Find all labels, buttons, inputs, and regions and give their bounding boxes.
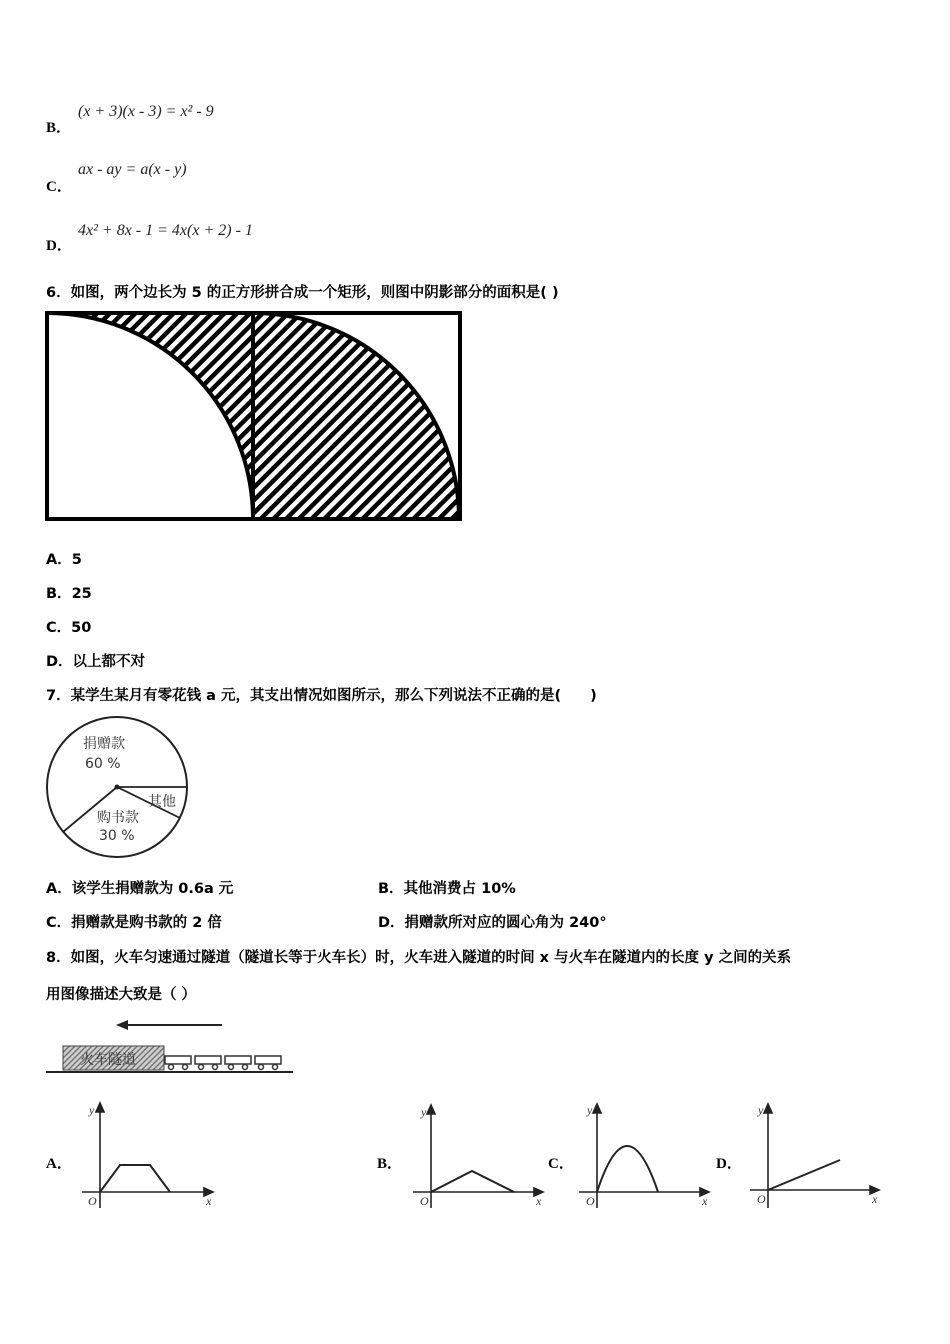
q7-option-a: A．该学生捐赠款为 0.6a 元 <box>46 881 234 897</box>
q6-stem: 6．如图，两个边长为 5 的正方形拼合成一个矩形，则图中阴影部分的面积是( ) <box>46 285 559 301</box>
graph-d-curve <box>768 1160 840 1190</box>
q6-option-d: D．以上都不对 <box>46 654 146 670</box>
graph-d-label: D． <box>716 1156 742 1172</box>
graph-b-label: B． <box>377 1156 403 1172</box>
graph-d-y-label: y <box>758 1103 764 1117</box>
graph-d-origin: O <box>757 1192 766 1206</box>
q7-option-b: B．其他消费占 10% <box>378 881 516 897</box>
q8-stem-line2: 用图像描述大致是（ ） <box>46 987 197 1003</box>
pie-pct-donation: 60 % <box>85 756 121 772</box>
pie-pct-books: 30 % <box>99 828 135 844</box>
pie-label-donation: 捐赠款 <box>83 736 125 752</box>
q5-option-c-label: C． <box>46 179 72 195</box>
graph-a-label: A． <box>46 1156 72 1172</box>
graph-b-origin: O <box>420 1194 429 1208</box>
q5-option-b-expr: (x + 3)(x - 3) = x² - 9 <box>78 103 214 120</box>
q5-option-d-label: D． <box>46 238 72 254</box>
graph-a-curve <box>100 1165 170 1192</box>
pie-label-books: 购书款 <box>97 810 139 826</box>
graph-c-curve <box>597 1146 658 1192</box>
q7-option-c: C．捐赠款是购书款的 2 倍 <box>46 915 222 931</box>
graph-a-origin: O <box>88 1194 97 1208</box>
graph-b-x-label: x <box>536 1194 542 1208</box>
graph-c-label: C． <box>548 1156 574 1172</box>
graph-d-x-label: x <box>872 1192 878 1206</box>
q7-option-d: D．捐赠款所对应的圆心角为 240° <box>378 915 607 931</box>
graph-a-x-label: x <box>206 1194 212 1208</box>
pie-label-other: 其他 <box>148 794 176 810</box>
tunnel-label: 火车隧道 <box>80 1052 136 1068</box>
q6-option-b: B．25 <box>46 586 92 602</box>
q6-option-a: A．5 <box>46 552 82 568</box>
q6-option-c: C．50 <box>46 620 92 636</box>
q5-option-c-expr: ax - ay = a(x - y) <box>78 161 187 178</box>
graph-b-curve <box>431 1171 514 1192</box>
graph-c-y-label: y <box>587 1103 593 1117</box>
graph-a-y-label: y <box>89 1103 95 1117</box>
q7-stem: 7．某学生某月有零花钱 a 元，其支出情况如图所示，那么下列说法不正确的是( ) <box>46 688 597 704</box>
graph-c-x-label: x <box>702 1194 708 1208</box>
graph-c-origin: O <box>586 1194 595 1208</box>
q5-option-d-expr: 4x² + 8x - 1 = 4x(x + 2) - 1 <box>78 222 253 239</box>
q8-stem-line1: 8．如图，火车匀速通过隧道（隧道长等于火车长）时，火车进入隧道的时间 x 与火车在隧道内的长度 y 之间的关系 <box>46 950 792 966</box>
q5-option-b-label: B． <box>46 120 72 136</box>
graph-b-y-label: y <box>421 1105 427 1119</box>
